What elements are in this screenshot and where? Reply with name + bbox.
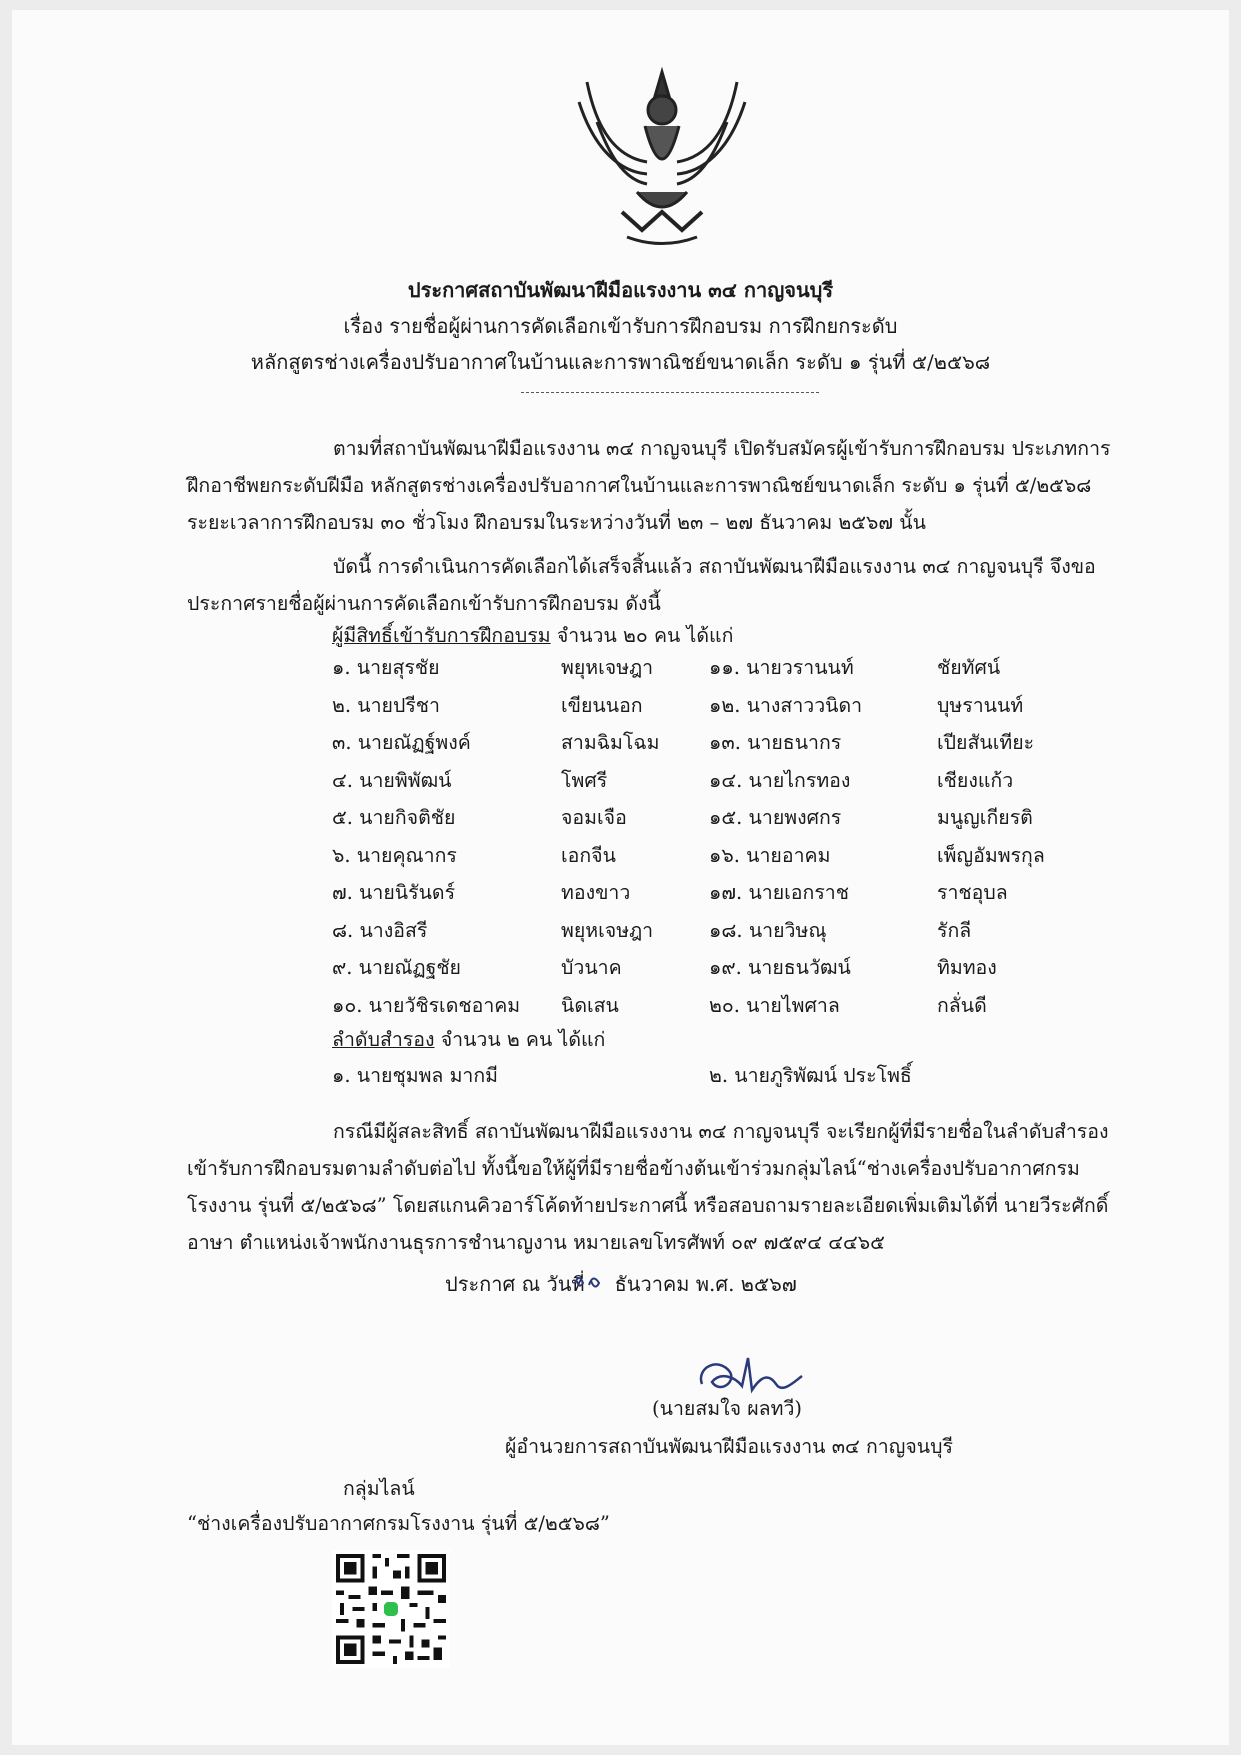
surname-cell: ทิมทอง [937,956,997,979]
name-cell: ๔. นายพิพัฒน์ [332,768,452,792]
list-item [332,952,1112,990]
line-group-name: “ช่างเครื่องปรับอากาศกรมโรงงาน รุ่นที่ ๕/๒๕๖๘” [187,1512,610,1535]
name-cell: ๑๗. นายเอกราช [709,881,849,904]
name-cell: ๘. นางอิสรี [332,918,428,942]
surname-cell: กลั่นดี [937,993,987,1017]
list-item [332,727,1112,765]
announcement-subject: เรื่อง รายชื่อผู้ผ่านการคัดเลือกเข้ารับการฝึกอบรม การฝึกยกระดับ [343,314,898,338]
reserve-item: ๒. นายภูริพัฒน์ ประโพธิ์ [709,1064,912,1087]
surname-cell: บุษรานนท์ [937,693,1024,717]
surname-cell: ทองขาว [561,881,631,904]
announcement-date [445,1268,797,1300]
surname-cell: ชัยทัศน์ [937,656,1001,679]
name-cell: ๑. นายสุรชัย [332,656,440,679]
name-cell: ๑๐. นายวัชิรเดชอาคม [332,993,521,1017]
signer-position: ผู้อำนวยการสถาบันพัฒนาฝีมือแรงงาน ๓๔ กาญจนบุรี [505,1435,953,1458]
reserve-heading [332,1022,605,1058]
surname-cell: บัวนาค [561,956,622,979]
list-item [332,915,1112,953]
list-item [332,877,1112,915]
eligible-list [332,652,1112,1027]
surname-cell: ราชอุบล [937,881,1008,904]
qr-code-icon[interactable] [332,1550,450,1668]
name-cell: ๑๑. นายวรานนท์ [709,656,854,679]
handwritten-day [569,1265,609,1295]
intro-paragraph: ตามที่สถาบันพัฒนาฝีมือแรงงาน ๓๔ กาญจนบุรี เปิดรับสมัครผู้เข้ารับการฝึกอบรม ประเภทการฝึกอาชีพยกระดับฝีมือ หลักสูตรช่างเครื่องปรับอากาศในบ้านและการพาณิชย์ขนาดเล็ก ระดับ ๑ รุ่นที่ ๕/๒๕๖๘ ระยะเวลาการฝึกอบรม ๓๐ ชั่วโมง ฝึกอบรมในระหว่างวันที่ ๒๓ – ๒๗ ธันวาคม ๒๕๖๗ นั้น [187,437,1111,534]
garuda-emblem-icon [567,62,757,252]
surname-cell: นิดเสน [561,993,619,1017]
line-group-label: กลุ่มไลน์ [343,1477,415,1500]
surname-cell: มนูญเกียรติ [937,806,1033,829]
surname-cell: สามฉิมโฉม [561,731,660,754]
divider [521,392,819,393]
list-item [332,690,1112,728]
announcement-title: ประกาศสถาบันพัฒนาฝีมือแรงงาน ๓๔ กาญจนบุรี [407,278,834,302]
name-cell: ๒. นายปรีชา [332,693,440,717]
course-title: หลักสูตรช่างเครื่องปรับอากาศในบ้านและการพาณิชย์ขนาดเล็ก ระดับ ๑ รุ่นที่ ๕/๒๕๖๘ [250,350,991,374]
surname-cell: รักลี [937,918,972,942]
surname-cell: จอมเจือ [561,806,627,829]
document-page [12,10,1229,1745]
list-item [332,765,1112,803]
reserve-heading-label: ลำดับสำรอง [332,1028,435,1051]
list-item [332,652,1112,690]
surname-cell: เอกจีน [561,843,616,867]
name-cell: ๑๒. นางสาววนิดา [709,693,863,717]
signer-name: (นายสมใจ ผลทวี) [652,1397,803,1420]
eligible-count: จำนวน ๒๐ คน ได้แก่ [550,624,734,647]
surname-cell: โพศรี [561,768,608,792]
name-cell: ๑๖. นายอาคม [709,843,831,867]
name-cell: ๑๙. นายธนวัฒน์ [709,956,851,979]
list-item [332,802,1112,840]
name-cell: ๕. นายกิจติชัย [332,806,456,829]
waiver-paragraph: กรณีมีผู้สละสิทธิ์ สถาบันพัฒนาฝีมือแรงงาน ๓๔ กาญจนบุรี จะเรียกผู้ที่มีรายชื่อในลำดับสำรองเข้ารับการฝึกอบรมตามลำดับต่อไป ทั้งนี้ขอให้ผู้ที่มีรายชื่อข้างต้นเข้าร่วมกลุ่มไลน์“ช่างเครื่องปรับอากาศกรมโรงงาน รุ่นที่ ๕/๒๕๖๘” โดยสแกนคิวอาร์โค้ดท้ายประกาศนี้ หรือสอบถามรายละเอียดเพิ่มเติมได้ที่ นายวีระศักดิ์ อาษา ตำแหน่งเจ้าพนักงานธุรการชำนาญงาน หมายเลขโทรศัพท์ ๐๙ ๗๕๙๔ ๔๔๖๕ [187,1120,1109,1254]
eligible-heading [332,618,733,654]
surname-cell: เขียนนอก [561,693,643,717]
name-cell: ๓. นายณัฏฐ์พงค์ [332,731,471,754]
date-prefix: ประกาศ ณ วันที่ [445,1272,585,1296]
surname-cell: พยุหเจษฎา [561,656,654,679]
date-suffix: ธันวาคม พ.ศ. ๒๕๖๗ [614,1272,797,1296]
eligible-heading-label: ผู้มีสิทธิ์เข้ารับการฝึกอบรม [332,624,551,647]
name-cell: ๑๔. นายไกรทอง [709,768,851,792]
name-cell: ๑๕. นายพงศกร [709,806,842,829]
reserve-item: ๑. นายชุมพล มากมี [332,1064,499,1087]
name-cell: ๙. นายณัฏฐชัย [332,956,461,979]
name-cell: ๑๓. นายธนากร [709,731,842,754]
name-cell: ๗. นายนิรันดร์ [332,881,456,904]
surname-cell: เชียงแก้ว [937,768,1014,792]
list-item [332,840,1112,878]
surname-cell: เพ็ญอัมพรกุล [937,843,1045,867]
name-cell: ๑๘. นายวิษณุ [709,918,827,942]
surname-cell: เปียสันเทียะ [937,731,1035,754]
name-cell: ๖. นายคุณากร [332,843,457,867]
reserve-count: จำนวน ๒ คน ได้แก่ [434,1028,606,1051]
surname-cell: พยุหเจษฎา [561,918,654,942]
selection-paragraph: บัดนี้ การดำเนินการคัดเลือกได้เสร็จสิ้นแล้ว สถาบันพัฒนาฝีมือแรงงาน ๓๔ กาญจนบุรี จึงขอประกาศรายชื่อผู้ผ่านการคัดเลือกเข้ารับการฝึกอบรม ดังนี้ [187,555,1096,615]
name-cell: ๒๐. นายไพศาล [709,993,840,1017]
